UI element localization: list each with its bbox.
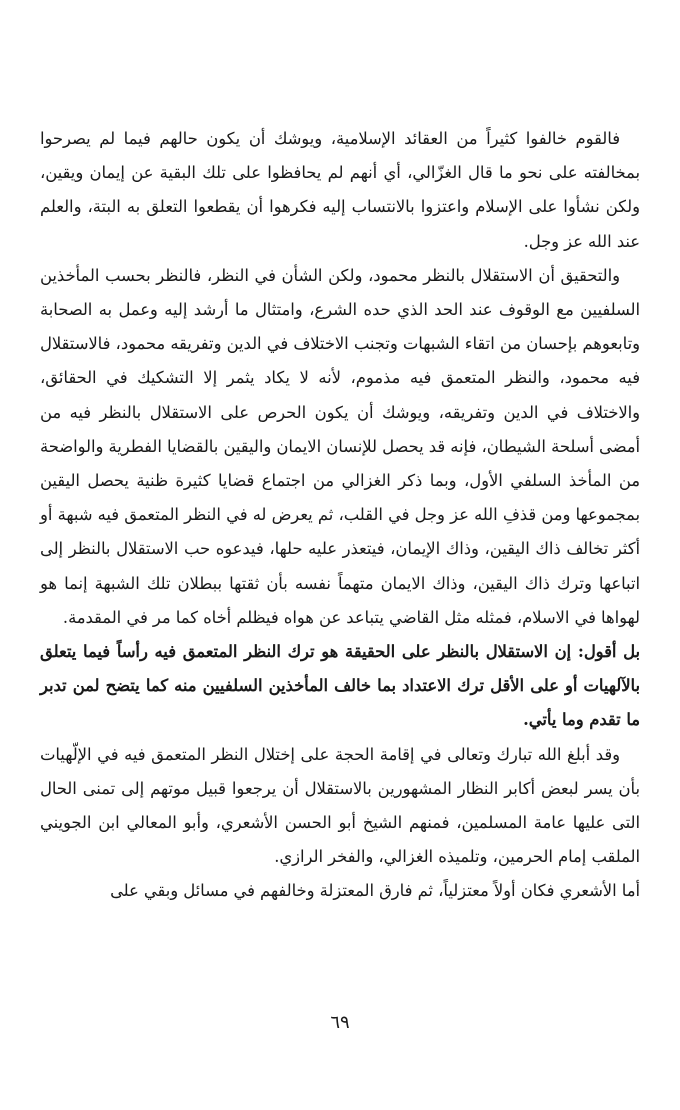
paragraph-1: فالقوم خالفوا كثيراً من العقائد الإسلامية، ويوشك أن يكون حالهم فيما لم يصرحوا بمخالفته على نحو ما قال الغزّالي، أي أنهم لم يحافظوا على تلك البقية عن إيمان ويقين، ولكن نشأوا على الإسلام واعتزوا بالانتساب إليه فكرهوا أن يقطعوا التعلق به البتة، والعلم عند الله عز وجل.	[40, 129, 640, 251]
paragraph-4: وقد أبلغ الله تبارك وتعالى في إقامة الحجة على إختلال النظر المتعمق فيه في الإلّهيات بأن يسر لبعض أكابر النظار المشهورين بالاستقلال أن يرجعوا قبيل موتهم إلى تمنى الحال التى عليها عامة المسلمين، فمنهم الشيخ أبو الحسن الأشعري، وأبو المعالي ابن الجويني الملقب إمام الحرمين، وتلميذه الغزالي، والفخر الرازي.	[40, 744, 640, 867]
paragraph-5: أما الأشعري فكان أولاً معتزلياً، ثم فارق المعتزلة وخالفهم في مسائل وبقي على	[110, 881, 640, 901]
paragraph-3: بل أقول: إن الاستقلال بالنظر على الحقيقة هو ترك النظر المتعمق فيه رأساً فيما يتعلق بالآلهيات أو على الأقل ترك الاعتداد بما خالف المأخذين السلفيين منه كما يتضح لمن تدبر ما تقدم وما يأتي.	[40, 642, 640, 730]
paragraph-2: والتحقيق أن الاستقلال بالنظر محمود، ولكن الشأن في النظر، فالنظر بحسب المأخذين السلفيين مع الوقوف عند الحد الذي حده الشرع، وامتثال ما أرشد إليه وعمل به الصحابة وتابعوهم بإحسان من اتقاء الشبهات وتجنب الاختلاف في الدين وتفريقه محمود، فالاستقلال فيه محمود، والنظر المتعمق فيه مذموم، لأنه لا يكاد يثمر إلا التشكيك في الحقائق، والاختلاف في الدين وتفريقه، ويوشك أن يكون الحرص على الاستقلال بالنظر فيه من أمضى أسلحة الشيطان، فإنه قد يحصل للإنسان الايمان واليقين بالقضايا الفطرية والواضحة من المأخذ السلفي الأول، وبما ذكر الغزالي من اجتماع قضايا كثيرة ظنية يحصل اليقين بمجموعها ومن قذفِ الله عز وجل في القلب، ثم يعرض له في النظر المتعمق فيه شبهة أو أكثر تخالف ذاك اليقين، وذاك الإيمان، فيتعذر عليه حلها، فيدعوه حب الاستقلال بالنظر إلى اتباعها وترك ذاك اليقين، وذاك الايمان متهماً نفسه بأن ثقتها ببطلان تلك الشبهة إنما هو لهواها في الاسلام، فمثله مثل القاضي يتباعد عن هواه فيظلم أخاه كما مر في المقدمة.	[40, 265, 640, 627]
body-text	[40, 122, 640, 909]
page-number: ٦٩	[330, 1012, 350, 1033]
